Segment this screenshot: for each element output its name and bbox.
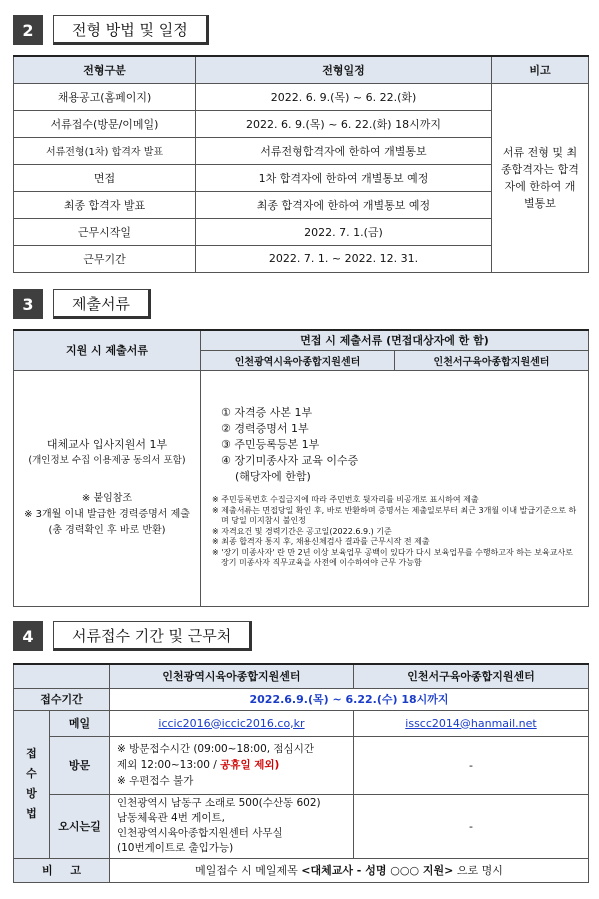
- email-cell-center1: [110, 710, 354, 736]
- apply-documents: [14, 370, 201, 606]
- submission-header-center1: 인천광역시육아종합지원센터: [110, 664, 354, 688]
- email-label: 메일: [50, 710, 110, 736]
- remark-subject: <대체교사 - 성명 ○○○ 지원>: [301, 864, 454, 877]
- section2-number: 2: [13, 15, 43, 45]
- interview-note: ※ 최종 합격자 통지 후, 채용신체검사 결과를 근무시작 전 제출: [212, 537, 430, 547]
- docs-header-center2: 인천서구육아종합지원센터: [395, 350, 589, 370]
- interview-documents: [201, 370, 589, 606]
- route-line: 인천광역시육아종합지원센터 사무실: [117, 827, 283, 839]
- visit-lunch: 제외 12:00~13:00 / 공휴일 제외): [117, 759, 280, 771]
- schedule-row-value: 2022. 6. 9.(목) ~ 6. 22.(화) 18시까지: [196, 110, 492, 137]
- documents-table: [13, 329, 589, 607]
- schedule-row-value: 2022. 6. 9.(목) ~ 6. 22.(화): [196, 83, 492, 110]
- schedule-row-label: 근무기간: [14, 245, 196, 272]
- email-cell-center2: [354, 710, 589, 736]
- schedule-row-label: 최종 합격자 발표: [14, 191, 196, 218]
- route-center2: -: [354, 794, 589, 858]
- schedule-row-label: 서류접수(방문/이메일): [14, 110, 196, 137]
- section2-title: 전형 방법 및 일정: [53, 15, 209, 45]
- schedule-row-label: 서류전형(1차) 합격자 발표: [14, 137, 196, 164]
- schedule-table: [13, 55, 589, 273]
- interview-doc-item: ④ 장기미종사자 교육 이수증: [221, 454, 359, 468]
- submission-header-center2: 인천서구육아종합지원센터: [354, 664, 589, 688]
- remark-label: 비 고: [14, 858, 110, 882]
- apply-doc-attach: ※ 붙임참조: [81, 493, 133, 504]
- submission-header-blank: [14, 664, 110, 688]
- submission-table: [13, 663, 589, 883]
- apply-doc-return: (총 경력확인 후 바로 반환): [48, 525, 166, 536]
- method-label: 접 수 방 법: [14, 710, 50, 858]
- route-label: 오시는길: [50, 794, 110, 858]
- visit-post: ※ 우편접수 불가: [117, 775, 194, 787]
- visit-center2: -: [354, 736, 589, 794]
- section4-number: 4: [13, 621, 43, 651]
- docs-header-interview: 면접 시 제출서류 (면접대상자에 한 함): [201, 330, 589, 350]
- section2-heading: [13, 15, 209, 45]
- interview-note: ※ 주민등록번호 수집금지에 따라 주민번호 뒷자리를 비공개로 표시하여 제출: [212, 495, 479, 505]
- schedule-note: 서류 전형 및 최종합격자는 합격자에 한하여 개별통보: [492, 83, 589, 272]
- docs-header-apply: 지원 시 제출서류: [14, 330, 201, 370]
- schedule-row-value: 최종 합격자에 한하여 개별통보 예정: [196, 191, 492, 218]
- interview-note: ※ 제출서류는 면접당일 확인 후, 바로 반환하며 증명서는 제출일로부터 최근 3개월 이내 발급기준으로 하며 당일 미지참시 불인정: [212, 505, 577, 526]
- schedule-row-label: 면접: [14, 164, 196, 191]
- interview-doc-item: (해당자에 한함): [235, 470, 311, 484]
- schedule-row-value: 서류전형합격자에 한하여 개별통보: [196, 137, 492, 164]
- email-link-center2[interactable]: isscc2014@hanmail.net: [405, 716, 537, 730]
- schedule-row-value: 1차 합격자에 한하여 개별통보 예정: [196, 164, 492, 191]
- interview-doc-item: ① 자격증 사본 1부: [221, 406, 313, 420]
- route-line: (10번게이트로 출입가능): [117, 842, 234, 854]
- schedule-header-date: 전형일정: [196, 56, 492, 83]
- section4-title: 서류접수 기간 및 근무처: [53, 621, 252, 651]
- section4-heading: [13, 621, 252, 651]
- schedule-header-type: 전형구분: [14, 56, 196, 83]
- docs-header-center1: 인천광역시육아종합지원센터: [201, 350, 395, 370]
- section3-heading: [13, 289, 151, 319]
- interview-doc-item: ② 경력증명서 1부: [221, 422, 309, 436]
- apply-doc-career: ※ 3개월 이내 발급한 경력증명서 제출: [24, 509, 190, 520]
- apply-doc-sub: (개인정보 수집 이용제공 동의서 포함): [28, 455, 186, 466]
- visit-info: [110, 736, 354, 794]
- route-info: [110, 794, 354, 858]
- section3-title: 제출서류: [53, 289, 151, 319]
- schedule-row-value: 2022. 7. 1. ~ 2022. 12. 31.: [196, 245, 492, 272]
- apply-doc-main: 대체교사 입사지원서 1부: [46, 438, 168, 451]
- visit-label: 방문: [50, 736, 110, 794]
- interview-note: ※ 자격요건 및 경력기간은 공고일(2022.6.9.) 기준: [212, 526, 392, 536]
- schedule-row-label: 채용공고(홈페이지): [14, 83, 196, 110]
- period-value: 2022.6.9.(목) ~ 6.22.(수) 18시까지: [110, 688, 589, 710]
- interview-doc-list: [209, 405, 580, 485]
- email-link-center1[interactable]: iccic2016@iccic2016.co,kr: [158, 716, 305, 730]
- visit-holiday: 공휴일 제외): [220, 759, 280, 771]
- interview-doc-item: ③ 주민등록등본 1부: [221, 438, 320, 452]
- route-line: 인천광역시 남동구 소래로 500(수산동 602): [117, 797, 321, 809]
- route-line: 남동체육관 4번 게이트,: [117, 812, 225, 824]
- interview-note: ※ '장기 미종사자' 란 만 2년 이상 보육업무 공백이 있다가 다시 보육업무를 수행하고자 하는 보육교사로 장기 미종사자 직무교육을 사전에 이수하여야 근무 가능함: [212, 547, 573, 568]
- section3-number: 3: [13, 289, 43, 319]
- visit-hours: ※ 방문접수시간 (09:00~18:00, 점심시간: [117, 743, 314, 755]
- schedule-row-label: 근무시작일: [14, 218, 196, 245]
- schedule-header-note: 비고: [492, 56, 589, 83]
- period-label: 접수기간: [14, 688, 110, 710]
- schedule-row-value: 2022. 7. 1.(금): [196, 218, 492, 245]
- remark-value: 메일접수 시 메일제목 <대체교사 - 성명 ○○○ 지원> 으로 명시: [110, 858, 589, 882]
